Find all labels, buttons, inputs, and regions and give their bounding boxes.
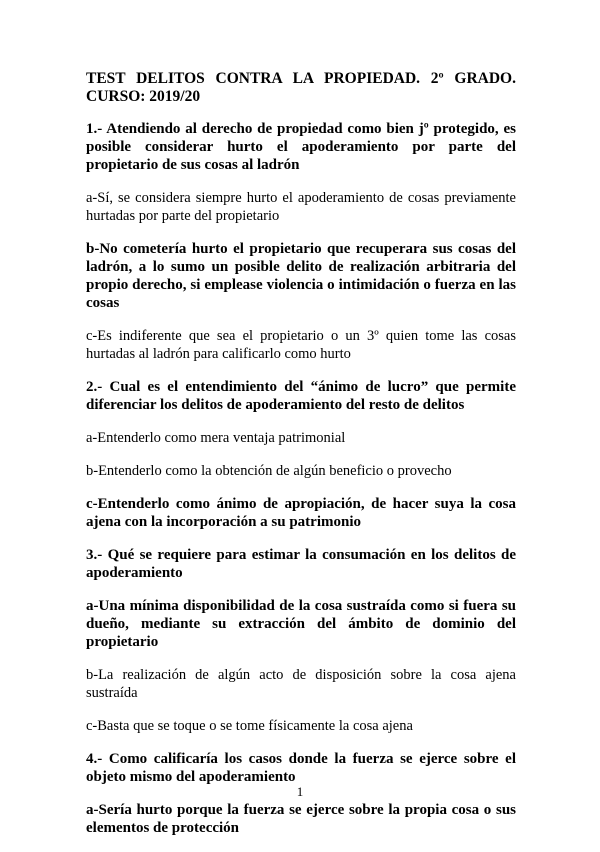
question-4-option-a: a-Sería hurto porque la fuerza se ejerce sobre la propia cosa o sus elementos de protección	[86, 802, 516, 836]
question-3-option-b: b-La realización de algún acto de disposición sobre la cosa ajena sustraída	[86, 667, 516, 701]
question-1-option-c: c-Es indiferente que sea el propietario o un 3º quien tome las cosas hurtadas al ladrón para calificarlo como hurto	[86, 328, 516, 362]
question-3-option-c: c-Basta que se toque o se tome físicamente la cosa ajena	[86, 718, 413, 734]
question-2-option-b: b-Entenderlo como la obtención de algún beneficio o provecho	[86, 463, 452, 479]
page-number: 1	[296, 784, 304, 799]
question-1: 1.- Atendiendo al derecho de propiedad como bien jº protegido, es posible considerar hurto el apoderamiento por parte del propietario de sus cosas al ladrón	[86, 121, 516, 173]
document-title: TEST DELITOS CONTRA LA PROPIEDAD. 2º GRADO. CURSO: 2019/20	[86, 70, 516, 105]
question-3: 3.- Qué se requiere para estimar la consumación en los delitos de apoderamiento	[86, 547, 516, 581]
question-3-option-a: a-Una mínima disponibilidad de la cosa sustraída como si fuera su dueño, mediante su extracción del ámbito de dominio del propietario	[86, 598, 516, 650]
question-2-option-c: c-Entenderlo como ánimo de apropiación, de hacer suya la cosa ajena con la incorporación a su patrimonio	[86, 496, 516, 530]
question-1-option-a: a-Sí, se considera siempre hurto el apoderamiento de cosas previamente hurtadas por parte del propietario	[86, 190, 516, 224]
question-2: 2.- Cual es el entendimiento del “ánimo de lucro” que permite diferenciar los delitos de apoderamiento del resto de delitos	[86, 379, 516, 413]
question-1-option-b: b-No cometería hurto el propietario que recuperara sus cosas del ladrón, a lo sumo un posible delito de realización arbitraria del propio derecho, si emplease violencia o intimidación o fuerza en las cosas	[86, 241, 516, 311]
question-2-option-a: a-Entenderlo como mera ventaja patrimonial	[86, 430, 346, 446]
document-page	[86, 70, 516, 852]
question-4: 4.- Como calificaría los casos donde la fuerza se ejerce sobre el objeto mismo del apoderamiento	[86, 751, 516, 785]
